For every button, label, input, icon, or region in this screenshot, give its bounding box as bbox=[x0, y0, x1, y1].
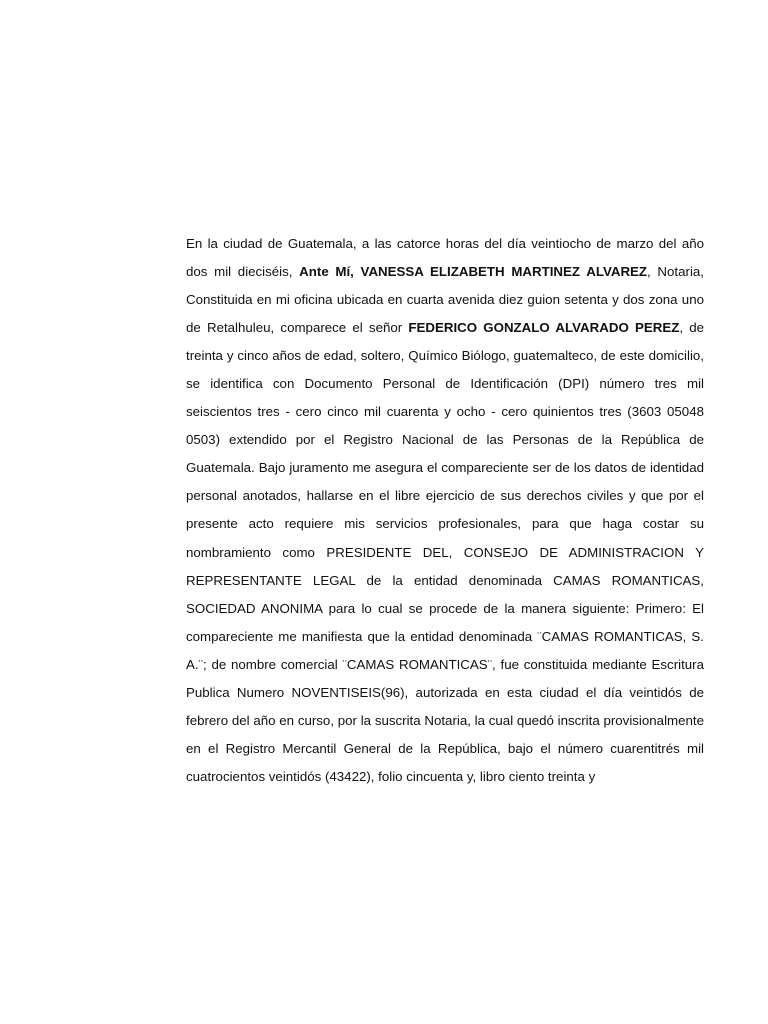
text-segment: , Notaria, Constituida en mi oficina ubicada en cuarta avenida diez guion setenta y dos zona uno de Retalhuleu, comparece el señor bbox=[186, 264, 704, 336]
notary-name: Ante Mí, VANESSA ELIZABETH MARTINEZ ALVAREZ bbox=[299, 264, 648, 280]
document-paragraph bbox=[186, 230, 704, 791]
text-segment: , de treinta y cinco años de edad, soltero, Químico Biólogo, guatemalteco, de este domicilio, se identifica con Documento Personal de Identificación (DPI) número tres mil seiscientos tres - cero cinco mil cuarenta y ocho - cero quinientos tres (3603 05048 0503) extendido por el Registro Nacional de las Personas de la República de Guatemala. Bajo juramento me asegura el compareciente ser de los datos de identidad personal anotados, hallarse en el libre ejercicio de sus derechos civiles y que por el presente acto requiere mis servicios profesionales, para que haga costar su nombramiento como PRESIDENTE DEL, CONSEJO DE ADMINISTRACION Y REPRESENTANTE LEGAL de la entidad denominada CAMAS ROMANTICAS, SOCIEDAD ANONIMA para lo cual se procede de la manera siguiente: Primero: El compareciente me manifiesta que la entidad denominada ¨CAMAS ROMANTICAS, S. A.¨; de nombre comercial ¨CAMAS ROMANTICAS¨, fue constituida mediante Escritura Publica Numero NOVENTISEIS(96), autorizada en esta ciudad el día veintidós de febrero del año en curso, por la suscrita Notaria, la cual quedó inscrita provisionalmente en el Registro Mercantil General de la República, bajo el número cuarentitrés mil cuatrocientos veintidós (43422), folio cincuenta y, libro ciento treinta y bbox=[186, 320, 704, 784]
text-segment: En la ciudad de Guatemala, a las catorce horas del día veintiocho de marzo del año dos mil dieciséis, bbox=[186, 236, 704, 280]
appearing-party-name: FEDERICO GONZALO ALVARADO PEREZ bbox=[408, 320, 680, 336]
